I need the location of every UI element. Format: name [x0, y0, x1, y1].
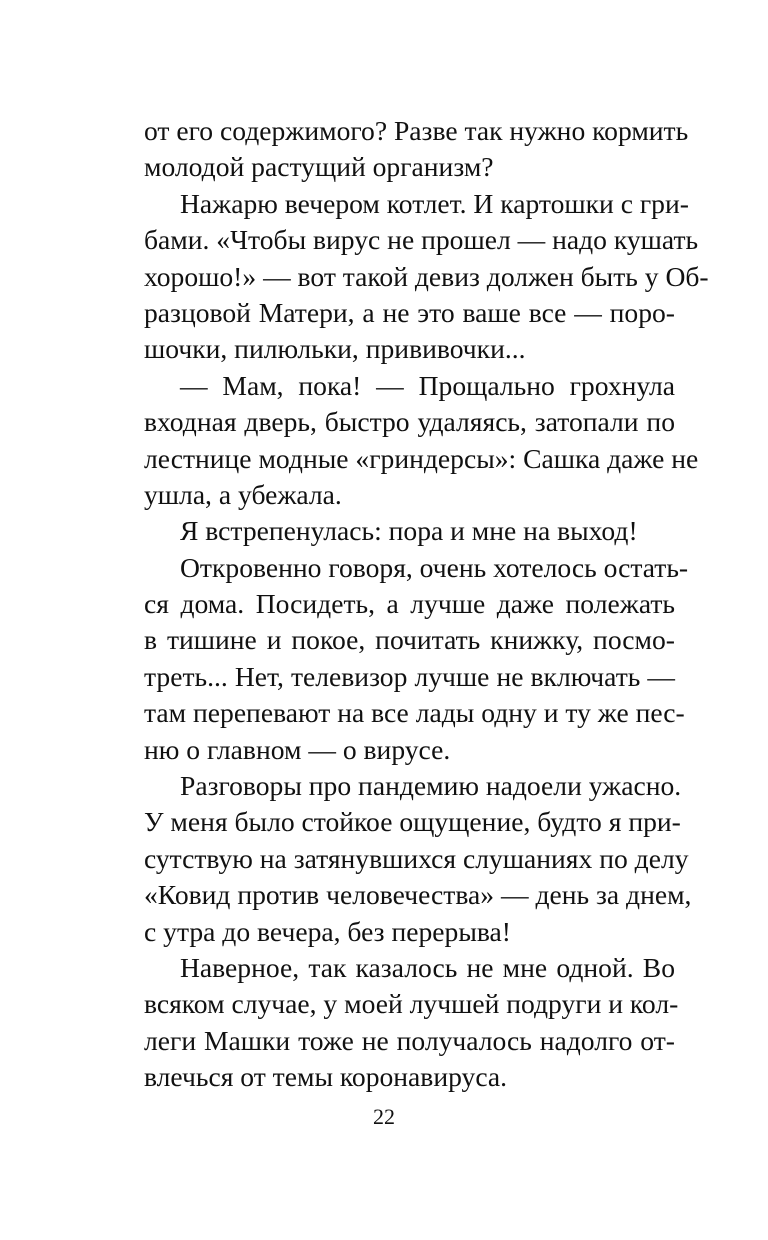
- text-line: Откровенно говоря, очень хотелось остать-: [180, 551, 689, 583]
- text-line: входная дверь, быстро удаляясь, затопали по: [144, 406, 675, 438]
- text-line: в тишине и покое, почитать книжку, посмо-: [144, 624, 675, 656]
- text-line: Наверное, так казалось не мне одной. Во: [180, 951, 675, 983]
- text-line: с утра до вечера, без перерыва!: [144, 915, 511, 947]
- text-line: бами. «Чтобы вирус не прошел — надо кушать: [144, 224, 699, 256]
- text-line: ню о главном — о вирусе.: [144, 733, 451, 765]
- text-line: влечься от темы коронавируса.: [144, 1061, 508, 1093]
- text-line: лестнице модные «гриндерсы»: Сашка даже не: [144, 442, 699, 474]
- text-line: ся дома. Посидеть, а лучше даже полежать: [144, 588, 675, 620]
- text-line: Разговоры про пандемию надоели ужасно.: [180, 770, 682, 802]
- text-line: там перепевают на все лады одну и ту же пес-: [144, 697, 685, 729]
- text-line: сутствую на затянувшихся слушаниях по делу: [144, 842, 689, 874]
- text-line: шочки, пилюльки, прививочки...: [144, 333, 526, 365]
- text-line: молодой растущий организм?: [144, 151, 494, 183]
- text-line: разцовой Матери, а не это ваше все — поро-: [144, 296, 675, 328]
- body-text: [144, 113, 709, 1096]
- page-number: 22: [373, 1104, 395, 1129]
- text-line: всяком случае, у моей лучшей подруги и кол-: [144, 988, 679, 1020]
- text-line: ушла, а убежала.: [144, 478, 342, 510]
- text-line: хорошо!» — вот такой девиз должен быть у Об-: [144, 260, 709, 292]
- text-line: — Мам, пока! — Прощально грохнула: [180, 369, 675, 401]
- text-line: треть... Нет, телевизор лучше не включать —: [144, 660, 675, 692]
- text-line: «Ковид против человечества» — день за днем,: [144, 879, 692, 911]
- text-line: Нажарю вечером котлет. И картошки с гри-: [180, 187, 689, 219]
- text-line: от его содержимого? Разве так нужно кормить: [144, 115, 689, 146]
- text-line: леги Машки тоже не получалось надолго от-: [144, 1024, 675, 1056]
- text-line: Я встрепенулась: пора и мне на выход!: [180, 515, 638, 547]
- text-line: У меня было стойкое ощущение, будто я при-: [144, 806, 681, 838]
